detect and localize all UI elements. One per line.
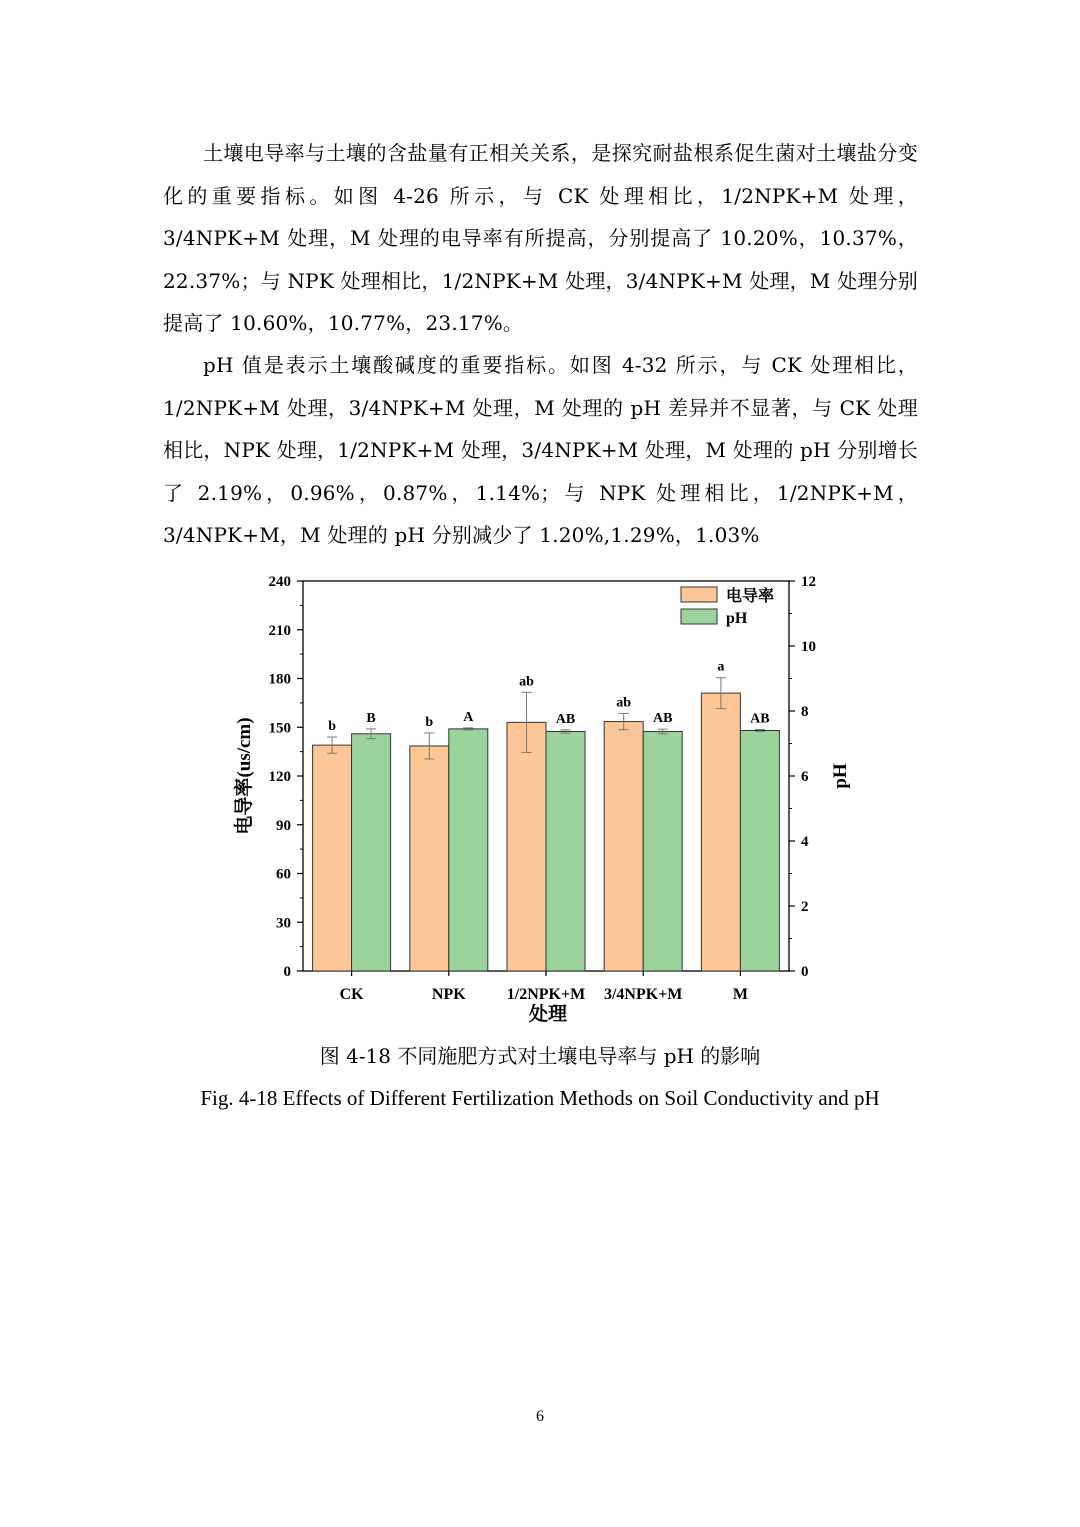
ph-bar bbox=[449, 729, 488, 971]
significance-label: a bbox=[717, 659, 725, 675]
y-left-tick-label: 90 bbox=[276, 817, 291, 834]
ph-bar bbox=[643, 731, 682, 971]
y-left-tick-label: 0 bbox=[283, 964, 291, 980]
y-right-tick-label: 12 bbox=[801, 574, 816, 590]
ph-bar bbox=[546, 731, 585, 971]
significance-label: ab bbox=[519, 674, 534, 690]
y-right-tick-label: 10 bbox=[801, 639, 816, 655]
legend-label: 电导率 bbox=[726, 588, 775, 605]
figure-caption-cn: 图 4-18 不同施肥方式对土壤电导率与 pH 的影响 bbox=[319, 1044, 761, 1068]
y-right-tick-label: 8 bbox=[801, 704, 809, 720]
y-right-tick-label: 6 bbox=[801, 769, 809, 785]
conductivity-bar bbox=[507, 722, 546, 971]
significance-label: AB bbox=[750, 711, 770, 727]
ph-bar bbox=[352, 734, 391, 971]
significance-label: A bbox=[463, 709, 474, 725]
y-left-axis-label: 电导率(us/cm) bbox=[234, 717, 255, 835]
y-right-tick-label: 2 bbox=[801, 899, 809, 915]
x-tick-label: 1/2NPK+M bbox=[506, 986, 586, 1003]
x-tick-label: 3/4NPK+M bbox=[603, 986, 683, 1003]
page-number: 6 bbox=[536, 1408, 544, 1425]
y-right-axis-label: pH bbox=[830, 763, 851, 789]
legend-swatch bbox=[681, 587, 717, 602]
y-left-tick-label: 150 bbox=[268, 720, 291, 737]
significance-label: AB bbox=[652, 711, 673, 727]
conductivity-bar bbox=[604, 722, 643, 971]
x-tick-label: M bbox=[732, 986, 748, 1003]
figure-chart bbox=[220, 565, 860, 1035]
conductivity-bar bbox=[701, 693, 740, 971]
x-axis-label: 处理 bbox=[528, 1004, 568, 1025]
x-tick-label: CK bbox=[339, 986, 364, 1003]
figure-caption-en: Fig. 4-18 Effects of Different Fertilization Methods on Soil Conductivity and pH bbox=[200, 1086, 880, 1110]
significance-label: b bbox=[328, 719, 336, 734]
significance-label: AB bbox=[555, 711, 576, 727]
y-left-tick-label: 180 bbox=[268, 671, 291, 688]
y-left-tick-label: 120 bbox=[268, 769, 291, 785]
paragraph-ph: pH 值是表示土壤酸碱度的重要指标。如图 4-32 所示，与 CK 处理相比，1/2NPK+M 处理，3/4NPK+M 处理，M 处理的 pH 差异并不显著，与 CK 处理相比，NPK 处理，1/2NPK+M 处理，3/4NPK+M 处理，M 处理的 pH 分别增长了 2.19%，0.96%，0.87%，1.14%；与 NPK 处理相比，1/2NPK+M，3/4NPK+M，M 处理的 pH 分别减少了 1.20%,1.29%，1.03% bbox=[163, 353, 918, 547]
legend-label: pH bbox=[726, 610, 748, 627]
ph-bar bbox=[740, 731, 779, 972]
y-left-tick-label: 60 bbox=[276, 866, 291, 883]
x-tick-label: NPK bbox=[431, 986, 466, 1003]
y-left-tick-label: 240 bbox=[268, 574, 291, 590]
conductivity-bar bbox=[313, 745, 352, 971]
y-left-tick-label: 30 bbox=[276, 915, 291, 932]
y-right-tick-label: 0 bbox=[801, 964, 809, 980]
significance-label: ab bbox=[616, 695, 632, 711]
conductivity-bar bbox=[410, 746, 449, 971]
y-right-tick-label: 4 bbox=[801, 834, 809, 850]
paragraph-conductivity: 土壤电导率与土壤的含盐量有正相关关系，是探究耐盐根系促生菌对土壤盐分变化的重要指标。如图 4-26 所示，与 CK 处理相比，1/2NPK+M 处理，3/4NPK+M 处理，M 处理的电导率有所提高，分别提高了 10.20%，10.37%，22.37%；与 NPK 处理相比，1/2NPK+M 处理，3/4NPK+M 处理，M 处理分别提高了 10.60%，10.77%，23.17%。 bbox=[163, 141, 918, 335]
significance-label: B bbox=[366, 710, 376, 726]
legend-swatch bbox=[681, 609, 717, 624]
significance-label: b bbox=[425, 714, 434, 730]
y-left-tick-label: 210 bbox=[268, 622, 291, 639]
